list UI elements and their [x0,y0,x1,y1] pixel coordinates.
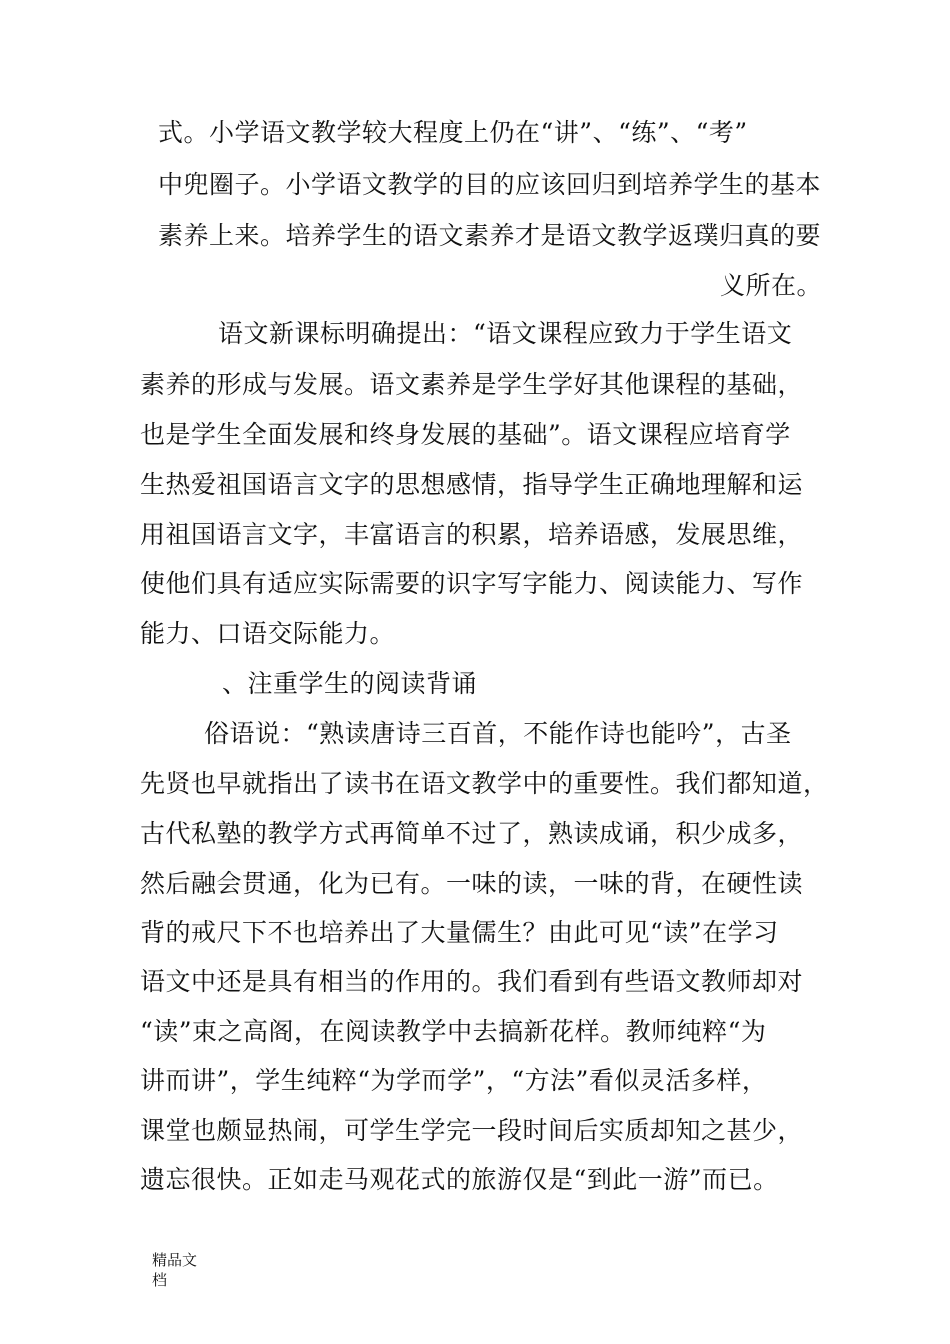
section-heading: 、注重学生的阅读背诵 [222,669,478,698]
paragraph-2-line-6: 使他们具有适应实际需要的识字写字能力、阅读能力、写作 [140,569,804,598]
paragraph-1-line-2: 中兜圈子。小学语文教学的目的应该回归到培养学生的基本 [158,170,822,199]
paragraph-3-line-1: 俗语说：“熟读唐诗三百首，不能作诗也能吟”，古圣 [204,719,792,748]
paragraph-1-line-3: 素养上来。培养学生的语文素养才是语文教学返璞归真的要 [158,221,822,250]
paragraph-3-line-6: 语文中还是具有相当的作用的。我们看到有些语文教师却对 [140,967,804,996]
paragraph-3-line-10: 遗忘很快。正如走马观花式的旅游仅是“到此一游”而已。 [140,1165,779,1194]
paragraph-3-line-3: 古代私塾的教学方式再简单不过了，熟读成诵，积少成多， [140,819,804,848]
paragraph-3-line-5: 背的戒尺下不也培养出了大量儒生？由此可见“读”在学习 [140,918,779,947]
paragraph-2-line-3: 也是学生全面发展和终身发展的基础”。语文课程应培育学 [140,420,791,449]
paragraph-2-line-7: 能力、口语交际能力。 [140,619,396,648]
footer-watermark [152,1250,212,1290]
paragraph-3-line-4: 然后融会贯通，化为已有。一味的读，一味的背，在硬性读 [140,869,804,898]
paragraph-1-line-4: 义所在。 [720,271,823,300]
paragraph-2-line-5: 用祖国语言文字，丰富语言的积累，培养语感，发展思维， [140,520,804,549]
paragraph-3-line-2: 先贤也早就指出了读书在语文教学中的重要性。我们都知道， [140,769,829,798]
paragraph-2-line-4: 生热爱祖国语言文字的思想感情，指导学生正确地理解和运 [140,470,804,499]
paragraph-3-line-8: 讲而讲”，学生纯粹“为学而学”，“方法”看似灵活多样， [140,1066,768,1095]
paragraph-2-line-2: 素养的形成与发展。语文素养是学生学好其他课程的基础， [140,370,804,399]
footer-line-2: 档 [152,1271,168,1289]
paragraph-2-line-1: 语文新课标明确提出：“语文课程应致力于学生语文 [218,319,793,348]
paragraph-1-line-1: 式。小学语文教学较大程度上仍在“讲”、“练”、“考” [158,118,748,147]
paragraph-3-line-7: “读”束之高阁，在阅读教学中去搞新花样。教师纯粹“为 [140,1017,767,1046]
paragraph-3-line-9: 课堂也颇显热闹，可学生学完一段时间后实质却知之甚少， [140,1116,804,1145]
footer-line-1: 精品文 [152,1251,198,1269]
